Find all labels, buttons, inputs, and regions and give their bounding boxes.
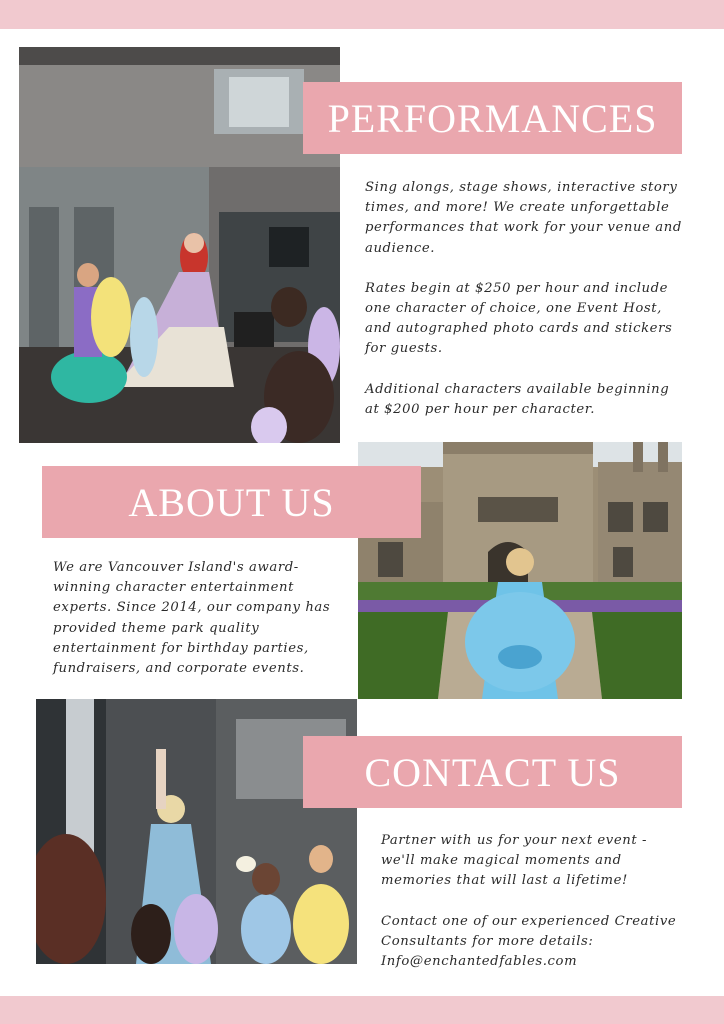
about-paragraph: We are Vancouver Island's award-winning character entertainment experts. Since 2014, our company has provided theme park quality entertainment for birthday parties, fundraisers, and corporate events. (53, 560, 331, 677)
about-heading-box (42, 466, 421, 538)
contact-heading-box (303, 736, 682, 808)
contact-paragraph: Partner with us for your next event - we'll make magical moments and memories that will last a lifetime! (381, 833, 648, 889)
performances-paragraph: Sing alongs, stage shows, interactive story times, and more! We create unforgettable performances that work for your venue and audience. (365, 180, 682, 256)
contact-heading: CONTACT US (364, 749, 621, 795)
performance-photo (19, 47, 340, 443)
performances-text (365, 178, 687, 420)
about-text (53, 558, 343, 679)
top-pink-band (0, 0, 724, 29)
about-heading: ABOUT US (128, 479, 335, 525)
performances-paragraph: Additional characters available beginning at $200 per hour per character. (365, 381, 670, 417)
performances-paragraph: Rates begin at $250 per hour and include one character of choice, one Event Host, and autographed photo cards and stickers for guests. (365, 280, 673, 357)
contact-email-link[interactable]: Info@enchantedfables.com (381, 954, 578, 970)
performances-heading-box (303, 82, 682, 154)
contact-text (381, 831, 681, 972)
bottom-pink-band (0, 996, 724, 1024)
performances-heading: PERFORMANCES (327, 95, 658, 141)
contact-paragraph: Contact one of our experienced Creative Consultants for more details: (381, 913, 677, 949)
